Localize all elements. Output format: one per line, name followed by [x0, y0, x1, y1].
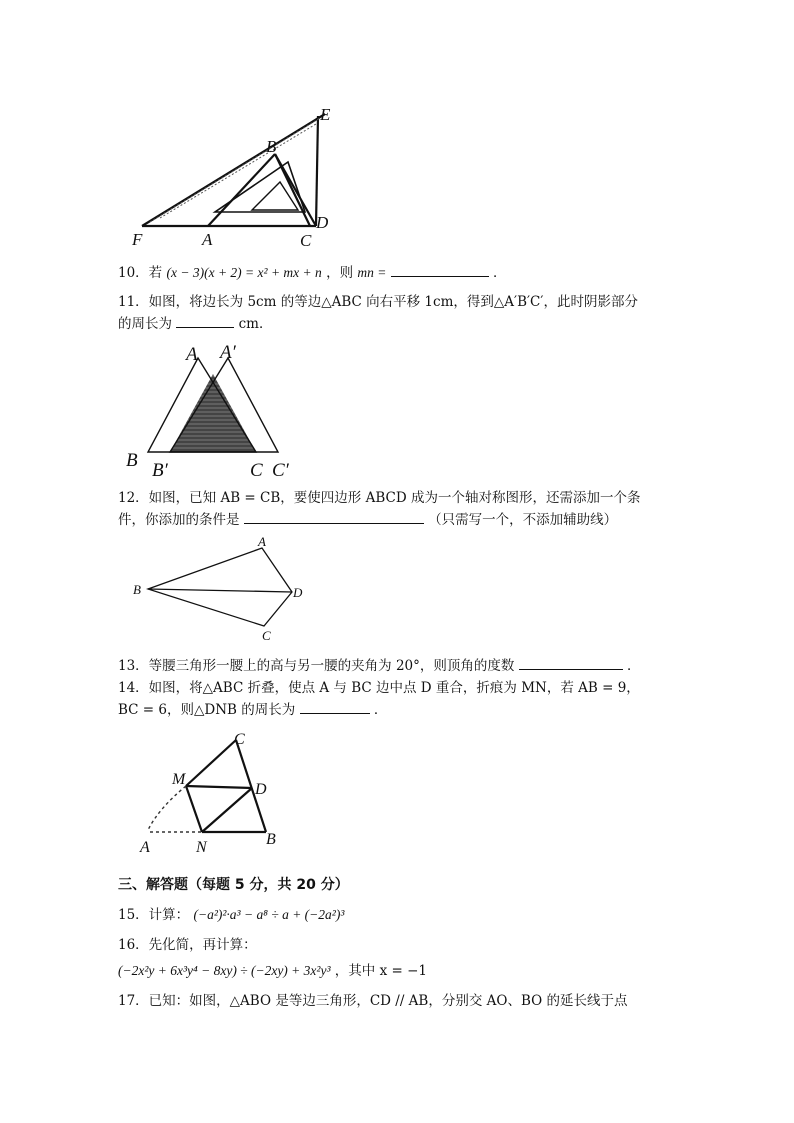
label-B: B: [266, 831, 276, 848]
q16-expression: (−2x²y + 6x³y⁴ − 8xy) ÷ (−2xy) + 3x²y³: [118, 963, 331, 978]
quadrilateral-ABCD: [148, 548, 292, 626]
label-C: C: [234, 731, 245, 748]
figure-translated-triangles: [118, 338, 318, 488]
label-D: D: [293, 585, 303, 600]
question-16: 16．先化简，再计算： (−2x²y + 6x³y⁴ − 8xy) ÷ (−2xy) + 3x²y³ ，其中 x = −1: [118, 937, 427, 979]
label-D: D: [316, 213, 329, 232]
label-A: A: [186, 344, 198, 365]
figure-folded-triangle: [134, 728, 304, 858]
diagonal-BD: [148, 589, 292, 592]
label-B: B: [133, 582, 141, 597]
label-A: A: [202, 230, 213, 249]
section-heading-3: 三、解答题（每题 5 分，共 20 分）: [118, 877, 349, 893]
question-11: 11．如图，将边长为 5cm 的等边△ABC 向右平移 1cm，得到△A′B′C′，此时阴影部分 的周长为 cm．: [118, 294, 638, 332]
question-13: 13．等腰三角形一腰上的高与另一腰的夹角为 20°，则顶角的度数 ．: [118, 655, 678, 677]
question-10: 10．若 (x − 3)(x + 2) = x² + mx + n ，则 mn = ．: [118, 262, 678, 284]
segment-BD: [275, 154, 316, 226]
label-N: N: [196, 839, 207, 856]
question-12: 12．如图，已知 AB = CB，要使四边形 ABCD 成为一个轴对称图形，还需添加一个条 件，你添加的条件是 （只需写一个，不添加辅助线）: [118, 490, 641, 528]
label-C-prime: C′: [272, 460, 289, 481]
question-14: 14．如图，将△ABC 折叠，使点 A 与 BC 边中点 D 重合，折痕为 MN，若 AB = 9， BC = 6，则△DNB 的周长为 ．: [118, 680, 640, 718]
label-E: E: [320, 105, 331, 124]
label-B: B: [266, 137, 277, 156]
segment-ND: [202, 788, 252, 832]
label-C: C: [250, 460, 263, 481]
label-A-prime: A′: [220, 342, 236, 363]
fold-arc: [148, 786, 186, 830]
label-F: F: [132, 230, 143, 249]
answer-blank-13[interactable]: [519, 655, 623, 670]
label-C: C: [262, 628, 271, 643]
answer-blank-11[interactable]: [176, 313, 234, 328]
figure-set-squares: [120, 104, 360, 254]
q10-expression: (x − 3)(x + 2) = x² + mx + n: [166, 265, 322, 280]
answer-blank-14[interactable]: [300, 699, 370, 714]
label-B-prime: B′: [152, 460, 168, 481]
segment-MN: [186, 786, 202, 832]
segment-MD: [186, 786, 252, 788]
figure-quadrilateral-ABCD: [126, 532, 326, 646]
answer-blank-12[interactable]: [244, 509, 424, 524]
label-D: D: [255, 781, 267, 798]
label-C: C: [300, 231, 312, 250]
answer-blank-10[interactable]: [391, 262, 489, 277]
q15-expression: (−a²)²·a³ − a⁸ ÷ a + (−2a²)³: [193, 907, 345, 922]
label-A: A: [140, 839, 150, 856]
question-17: 17．已知：如图，△ABO 是等边三角形，CD // AB，分别交 AO、BO 的延长线于点: [118, 993, 628, 1009]
label-B: B: [126, 450, 138, 471]
segment-MC: [186, 740, 236, 786]
label-A: A: [258, 534, 266, 549]
segment-ED: [316, 116, 318, 226]
question-15: 15．计算： (−a²)²·a³ − a⁸ ÷ a + (−2a²)³: [118, 907, 345, 923]
label-M: M: [172, 771, 186, 788]
